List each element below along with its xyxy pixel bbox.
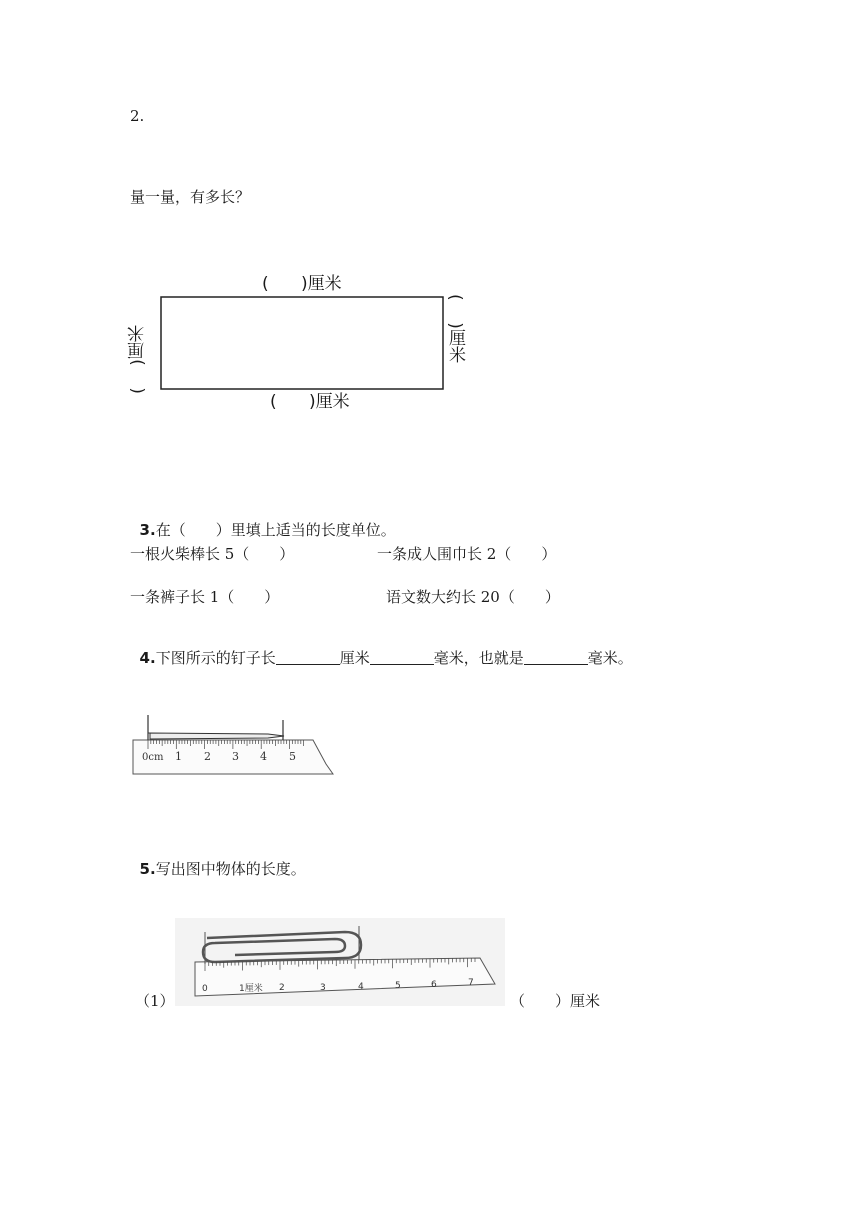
ruler-label-1: 1 [175, 750, 182, 763]
rectangle-left-label: ( )厘米 [128, 325, 148, 394]
question-4-text-a: 下图所示的钉子长 [155, 649, 276, 667]
question-2-prompt: 量一量，有多长？ [130, 188, 251, 206]
ruler-label-7: 7 [468, 978, 474, 988]
question-5-number: 5. [139, 860, 156, 878]
question-4 [130, 631, 633, 667]
ruler-label-3: 3 [320, 983, 326, 993]
question-4-text-d: 毫米。 [587, 649, 633, 667]
rectangle-right-label: ( )厘米 [445, 294, 465, 363]
ruler-label-0: 0cm [142, 752, 164, 763]
nail-ruler-figure [128, 712, 338, 780]
ruler-label-5: 5 [289, 750, 296, 763]
ruler-label-4: 4 [358, 982, 364, 992]
question-5-answer[interactable]: （ ）厘米 [510, 992, 601, 1010]
answer-blank-cm[interactable] [276, 650, 340, 665]
rectangle-bottom-label: ( )厘米 [270, 392, 350, 412]
ruler-label-2: 2 [204, 750, 211, 763]
ruler-label-4: 4 [260, 750, 267, 763]
question-3-prompt: 在（ ）里填上适当的长度单位。 [155, 521, 396, 539]
rectangle-shape [161, 297, 443, 389]
question-5-item-label: （1） [135, 992, 175, 1010]
question-4-text-b: 厘米 [339, 649, 370, 667]
question-3-item-3: 一条裤子长 1（ ） [130, 588, 280, 606]
answer-blank-total-mm[interactable] [524, 650, 588, 665]
ruler-label-3: 3 [232, 750, 239, 763]
question-5 [130, 842, 306, 878]
question-2-number: 2. [130, 107, 145, 125]
ruler-label-1: 1厘米 [239, 984, 263, 994]
question-4-number: 4. [139, 649, 156, 667]
ruler-label-2: 2 [279, 983, 285, 993]
question-3-item-1: 一根火柴棒长 5（ ） [130, 545, 295, 563]
ruler-label-6: 6 [431, 980, 437, 990]
rectangle-top-label: ( )厘米 [262, 274, 342, 294]
question-3 [130, 503, 396, 539]
paperclip-ruler-figure [175, 918, 505, 1006]
ruler-label-5: 5 [395, 981, 401, 991]
question-3-number: 3. [139, 521, 156, 539]
ruler-label-0: 0 [202, 984, 208, 994]
question-4-text-c: 毫米，也就是 [433, 649, 524, 667]
nail-shape [150, 733, 284, 739]
question-3-item-4: 语文数大约长 20（ ） [386, 588, 560, 606]
question-5-prompt: 写出图中物体的长度。 [155, 860, 306, 878]
answer-blank-mm[interactable] [370, 650, 434, 665]
question-3-item-2: 一条成人围巾长 2（ ） [377, 545, 557, 563]
